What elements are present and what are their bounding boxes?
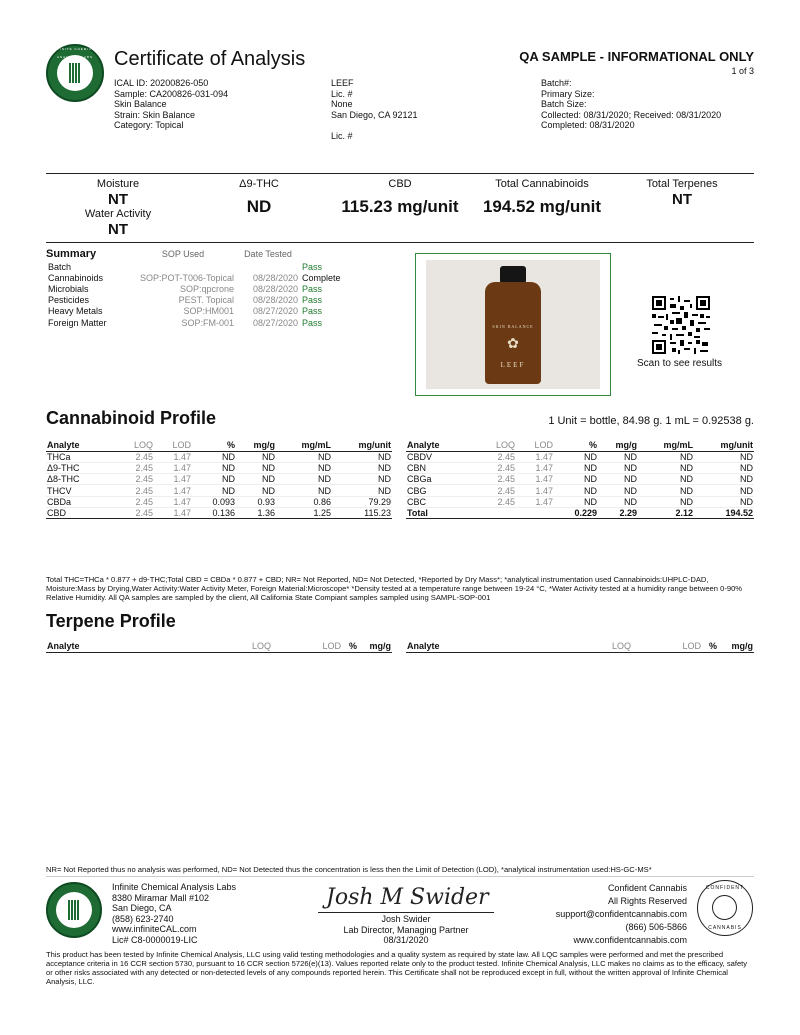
header-loq: LOQ	[196, 641, 272, 652]
batch-info-line: Primary Size:	[541, 88, 595, 99]
cell: ND	[694, 462, 754, 473]
summary-result: Complete	[302, 272, 341, 283]
client-info-line: Lic. #	[331, 88, 353, 99]
table-row	[46, 462, 392, 473]
qr-caption: Scan to see results	[637, 358, 723, 369]
signature-line	[318, 912, 494, 913]
cell: 2.45	[116, 496, 154, 507]
cell: 0.93	[236, 496, 276, 507]
product-photo	[415, 253, 611, 396]
header-loq: LOQ	[556, 641, 632, 652]
cell: 0.86	[276, 496, 332, 507]
lab-line: San Diego, CA	[112, 903, 172, 913]
cell: 194.52	[694, 507, 754, 518]
header-percent: %	[554, 440, 598, 451]
cell: ND	[554, 485, 598, 496]
header-analyte: Analyte	[406, 641, 556, 652]
cell: ND	[192, 485, 236, 496]
cell: 2.45	[116, 485, 154, 496]
terpene-profile-title: Terpene Profile	[46, 611, 176, 631]
header-mgunit: mg/unit	[332, 440, 392, 451]
batch-info-line: Batch#:	[541, 78, 572, 88]
total-cannabinoids-value: 194.52 mg/unit	[482, 197, 602, 216]
batch-info-line: Batch Size:	[541, 99, 587, 109]
header-mgml: mg/mL	[638, 440, 694, 451]
table-header	[46, 440, 392, 451]
summary-sop: SOP:qpcrone	[179, 283, 234, 294]
divider	[46, 876, 754, 877]
header-mgg: mg/g	[358, 641, 392, 652]
header-lod: LOD	[272, 641, 342, 652]
header-mgg: mg/g	[236, 440, 276, 451]
client-info-line: Lic. #	[331, 130, 353, 141]
bottle-image: SKIN BALANCE ✿ LEEF	[483, 266, 543, 384]
batch-info-line: Completed: 08/31/2020	[541, 120, 635, 130]
client-info-line: LEEF	[331, 78, 354, 88]
cell: CBD	[46, 507, 116, 518]
header-lod: LOD	[516, 440, 554, 451]
header-percent: %	[702, 641, 718, 652]
total-cannabinoids-metric	[472, 178, 612, 217]
summary-row	[46, 295, 360, 306]
signer-date: 08/31/2020	[383, 935, 429, 945]
confident-cannabis-badge	[697, 880, 753, 936]
header-loq: LOQ	[478, 440, 516, 451]
cell: 2.45	[478, 462, 516, 473]
cannabinoid-table-left	[46, 440, 392, 519]
summary-name: Heavy Metals	[48, 306, 103, 317]
summary-sop: SOP:FM-001	[181, 317, 234, 328]
summary-sop-header: SOP Used	[161, 249, 205, 259]
badge-top-text: CONFIDENT	[705, 885, 745, 891]
summary-date: 08/27/2020	[252, 306, 298, 317]
summary-date-header: Date Tested	[244, 249, 292, 259]
water-activity-label: Water Activity	[84, 208, 152, 220]
summary-date: 08/28/2020	[252, 272, 298, 283]
summary-row	[46, 272, 360, 283]
cell: 2.45	[116, 451, 154, 462]
cell: 2.12	[638, 507, 694, 518]
cbd-value: 115.23 mg/unit	[341, 197, 459, 216]
summary-sop: SOP:HM001	[183, 306, 234, 317]
summary-sop: PEST. Topical	[178, 295, 234, 306]
batch-info-line: Collected: 08/31/2020; Received: 08/31/2020	[541, 109, 722, 120]
summary-date	[236, 261, 300, 272]
table-row	[406, 485, 754, 496]
d9thc-label: Δ9-THC	[239, 178, 279, 190]
cell: ND	[332, 451, 392, 462]
header-mgg: mg/g	[598, 440, 638, 451]
terpene-table-left	[46, 641, 392, 653]
divider	[46, 242, 754, 243]
cell: Δ8-THC	[46, 474, 116, 485]
cell: CBDV	[406, 451, 478, 462]
sample-info-line: ICAL ID: 20200826-050	[114, 78, 209, 88]
cell: 2.45	[116, 507, 154, 518]
sample-info-line: Strain: Skin Balance	[114, 109, 196, 120]
sample-info-line: Skin Balance	[114, 99, 167, 109]
cell: 1.47	[154, 474, 192, 485]
page-title: Certificate of Analysis	[114, 48, 306, 70]
cell: ND	[694, 474, 754, 485]
cell: ND	[598, 496, 638, 507]
moisture-value: NT	[108, 191, 128, 208]
summary-name: Cannabinoids	[48, 272, 104, 283]
cell: ND	[638, 474, 694, 485]
total-cannabinoids-label: Total Cannabinoids	[495, 178, 589, 190]
summary-result: Pass	[302, 261, 323, 272]
lab-line: www.infiniteCAL.com	[112, 924, 197, 934]
cell: CBGa	[406, 474, 478, 485]
cell: CBC	[406, 496, 478, 507]
header-analyte: Analyte	[406, 440, 478, 451]
cell: 2.45	[116, 474, 154, 485]
badge-bottom-text: CANNABIS	[708, 925, 742, 931]
cell: 79.29	[332, 496, 392, 507]
cell: ND	[276, 485, 332, 496]
batch-info	[541, 78, 721, 131]
header-analyte: Analyte	[46, 641, 196, 652]
cell: ND	[638, 485, 694, 496]
table-row	[406, 496, 754, 507]
total-terpenes-metric	[622, 178, 742, 208]
ical-logo	[46, 44, 104, 102]
d9thc-value: ND	[246, 197, 272, 216]
cbd-label: CBD	[388, 178, 412, 190]
logo-text: INFINITE CHEMICAL ANALYSIS LABS	[52, 47, 98, 59]
moisture-label: Moisture	[96, 178, 140, 190]
summary-result: Pass	[302, 295, 323, 306]
water-activity-value: NT	[108, 221, 128, 238]
lab-line: (858) 623-2740	[112, 913, 174, 924]
cell: ND	[554, 451, 598, 462]
summary-date: 08/27/2020	[252, 317, 298, 328]
cell: 0.136	[192, 507, 236, 518]
header-percent: %	[342, 641, 358, 652]
summary-result: Pass	[302, 306, 323, 317]
signer-title: Lab Director, Managing Partner	[343, 924, 469, 935]
cell: 1.47	[516, 451, 554, 462]
cell: 0.093	[192, 496, 236, 507]
disclaimer: This product has been tested by Infinite Chemical Analysis, LLC using valid testing methodologies and a quality system as required by state law. All LQC samples were performed and met the prescribed acceptance criteria in 16 CCR section 5730, pursuant to 16 CCR section 5726(e)(13). Values reported relate only to the product tested. Infinite Chemical Analysis, LLC makes no claims as to the efficacy, safety or other risks associated with any detected or non-detected levels of any compounds reported herein. This Certificate shall not be reproduced except in full, without the written approval of Infinite Chemical Analysis, LLC.	[46, 950, 748, 986]
cell: 1.36	[236, 507, 276, 518]
client-info	[331, 78, 418, 141]
table-header	[406, 641, 754, 652]
cell: 1.47	[516, 474, 554, 485]
cell: ND	[192, 462, 236, 473]
summary-result: Pass	[302, 283, 323, 294]
cc-phone: (866) 506-5866	[625, 922, 687, 932]
lab-info	[112, 882, 236, 945]
summary-row	[46, 306, 360, 317]
summary-row	[46, 283, 360, 294]
cell: ND	[598, 451, 638, 462]
cc-email[interactable]: support@confidentcannabis.com	[555, 909, 687, 919]
table-row	[46, 451, 392, 462]
summary-result: Pass	[302, 317, 323, 328]
cell: 2.45	[478, 496, 516, 507]
confident-cannabis-info	[556, 882, 687, 947]
client-info-line: None	[331, 99, 353, 109]
cell: ND	[236, 485, 276, 496]
unit-note: 1 Unit = bottle, 84.98 g. 1 mL = 0.92538 g.	[548, 415, 754, 427]
lab-line: Lic# C8-0000019-LIC	[112, 934, 198, 945]
summary-sop	[130, 261, 236, 272]
header-lod: LOD	[632, 641, 702, 652]
cell: 2.45	[116, 462, 154, 473]
cell: 0.229	[554, 507, 598, 518]
header-percent: %	[192, 440, 236, 451]
terpene-table-right	[406, 641, 754, 653]
cell: 1.47	[516, 462, 554, 473]
summary-table	[46, 247, 360, 328]
cell: ND	[332, 462, 392, 473]
lab-line: 8380 Miramar Mall #102	[112, 892, 210, 903]
table-row	[406, 474, 754, 485]
cell: ND	[598, 485, 638, 496]
cell: ND	[638, 462, 694, 473]
header-mgml: mg/mL	[276, 440, 332, 451]
cell: THCa	[46, 451, 116, 462]
cell: ND	[554, 474, 598, 485]
qa-label: QA SAMPLE - INFORMATIONAL ONLY	[519, 49, 754, 64]
cell: 1.47	[154, 496, 192, 507]
cell: 1.25	[276, 507, 332, 518]
cell: Total	[406, 507, 478, 518]
cell: ND	[694, 496, 754, 507]
cell: ND	[236, 474, 276, 485]
table-header	[46, 641, 392, 652]
cell: CBDa	[46, 496, 116, 507]
divider	[46, 173, 754, 174]
signature-text: Josh M Swider	[326, 885, 489, 910]
cc-website[interactable]: www.confidentcannabis.com	[573, 935, 687, 945]
signer-info	[318, 914, 494, 946]
summary-name: Foreign Matter	[48, 317, 107, 328]
cell: 1.47	[516, 485, 554, 496]
cell: CBN	[406, 462, 478, 473]
cell: 1.47	[154, 507, 192, 518]
sample-info-line: Category: Topical	[114, 120, 184, 130]
table-row	[406, 451, 754, 462]
cell: 2.45	[478, 451, 516, 462]
cell: ND	[192, 451, 236, 462]
terpene-note: NR= Not Reported thus no analysis was performed, ND= Not Detected thus the concentration is less then the Limit of Detection (LOD), *analytical instrumentation used:HS-GC-MS*	[46, 865, 652, 874]
table-row	[406, 462, 754, 473]
total-terpenes-label: Total Terpenes	[646, 178, 718, 190]
d9thc-metric	[200, 178, 318, 217]
total-terpenes-value: NT	[672, 191, 692, 208]
table-row	[46, 474, 392, 485]
summary-name: Pesticides	[48, 295, 90, 306]
lab-line: Infinite Chemical Analysis Labs	[112, 882, 237, 892]
header-loq: LOQ	[116, 440, 154, 451]
page-number: 1 of 3	[731, 66, 754, 76]
cell: ND	[276, 451, 332, 462]
qr-code[interactable]	[652, 296, 710, 354]
cell: 1.47	[516, 496, 554, 507]
table-row	[46, 507, 392, 518]
cell: ND	[554, 462, 598, 473]
table-row	[46, 485, 392, 496]
signer-name: Josh Swider	[381, 914, 431, 924]
cell: ND	[332, 474, 392, 485]
cell: ND	[598, 462, 638, 473]
summary-date: 08/28/2020	[252, 295, 298, 306]
table-header	[406, 440, 754, 451]
summary-row	[46, 317, 360, 328]
header-mgg: mg/g	[718, 641, 754, 652]
cell: 2.45	[478, 485, 516, 496]
sample-info-line: Sample: CA200826-031-094	[114, 88, 229, 99]
cell: 1.47	[154, 485, 192, 496]
cell: 1.47	[154, 462, 192, 473]
summary-date: 08/28/2020	[252, 283, 298, 294]
client-info-line: San Diego, CA 92121	[331, 109, 418, 120]
cell: ND	[192, 474, 236, 485]
summary-title: Summary	[46, 248, 97, 260]
cell: 115.23	[332, 507, 392, 518]
cell: ND	[332, 485, 392, 496]
cc-line: All Rights Reserved	[607, 896, 687, 906]
header-analyte: Analyte	[46, 440, 116, 451]
cc-line: Confident Cannabis	[607, 883, 687, 893]
cell: ND	[598, 474, 638, 485]
summary-name: Batch	[48, 261, 72, 272]
header-lod: LOD	[154, 440, 192, 451]
cell: ND	[638, 451, 694, 462]
table-row	[46, 496, 392, 507]
cell: 2.45	[478, 474, 516, 485]
cell: ND	[276, 474, 332, 485]
cell: ND	[694, 485, 754, 496]
cell: ND	[554, 496, 598, 507]
header-mgunit: mg/unit	[694, 440, 754, 451]
cell: ND	[236, 462, 276, 473]
summary-sop: SOP:POT-T006-Topical	[139, 272, 234, 283]
total-row	[406, 507, 754, 518]
bottle-label-text: SKIN BALANCE	[492, 324, 534, 329]
bottle-brand: LEEF	[500, 361, 526, 369]
cell: ND	[236, 451, 276, 462]
cannabinoid-note: Total THC=THCa * 0.877 + d9-THC;Total CBD = CBDa * 0.877 + CBD; NR= Not Reported, ND= Not Detected, *Reported by Dry Mass*; *analytical instrumentation used Cannabinoids:UHPLC-DAD, Moisture:Mass by Drying,Water Activity:Water Activity Meter, Foreign Material:Microscope* *Density tested at a temperature range between 19-24 °C, *Water Activity tested at a humidity range between 0-90% Relative Humidity. All QA samples are sampled by the client, All California State Compiant samples sampled using SAMPL-SOP-001	[46, 575, 743, 602]
sample-info	[114, 78, 228, 131]
cell: ND	[638, 496, 694, 507]
cannabinoid-profile-title: Cannabinoid Profile	[46, 408, 217, 428]
summary-name: Microbials	[48, 283, 89, 294]
summary-row	[46, 261, 360, 272]
moisture-metric	[60, 178, 176, 238]
signature	[318, 878, 494, 912]
cell: CBG	[406, 485, 478, 496]
cannabinoid-table-right	[406, 440, 754, 519]
cell: ND	[276, 462, 332, 473]
cell: Δ9-THC	[46, 462, 116, 473]
cbd-metric	[330, 178, 470, 217]
cell: ND	[694, 451, 754, 462]
cell: THCV	[46, 485, 116, 496]
ical-footer-logo	[46, 882, 102, 938]
cell: 1.47	[154, 451, 192, 462]
cell: 2.29	[598, 507, 638, 518]
